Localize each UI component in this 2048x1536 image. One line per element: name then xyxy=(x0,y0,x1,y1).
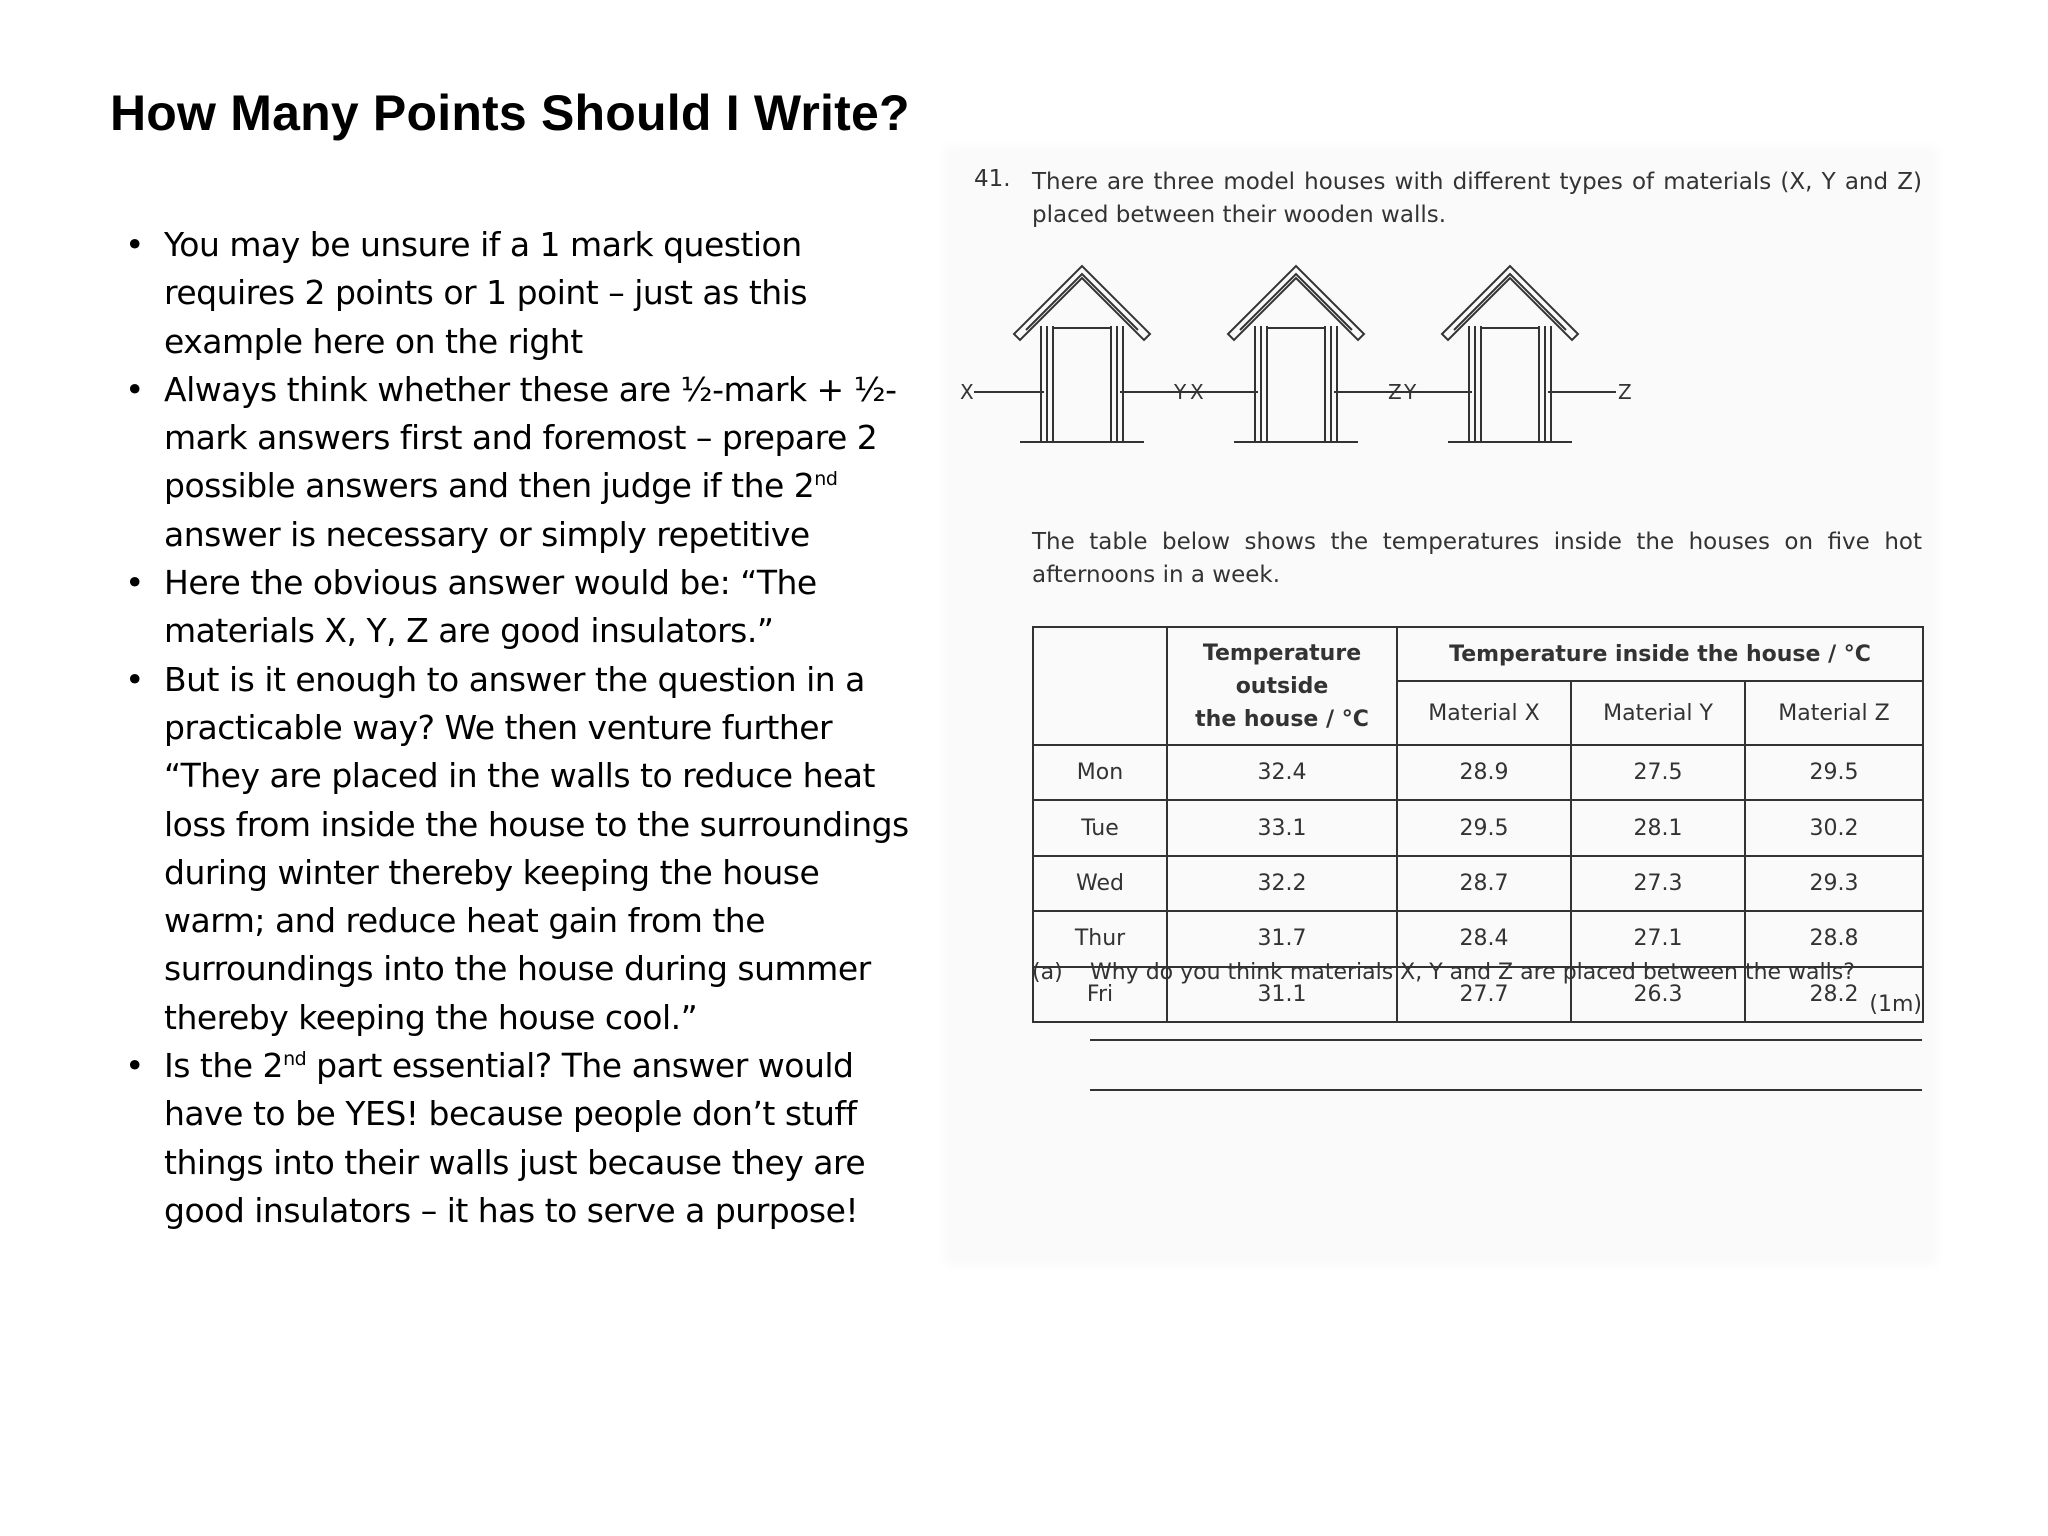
material-x-cell: 29.5 xyxy=(1397,800,1571,855)
table-intro-text: The table below shows the temperatures inside the houses on five hot afternoons in a week. xyxy=(1032,529,1922,588)
material-z-cell: 28.2 xyxy=(1745,967,1923,1022)
material-x-cell: 28.4 xyxy=(1397,911,1571,966)
bullet-item xyxy=(122,656,922,1042)
bullet-text: Is the 2 xyxy=(164,1046,284,1086)
bullet-text: But is it enough to answer the question in a practicable way? We then venture further “They are placed in the walls to reduce heat loss from inside the house to the surroundings during winter thereby keeping the house warm; and reduce heat gain from the surroundings into the house during summer thereby keeping the house cool.” xyxy=(164,659,909,1037)
question-text: There are three model houses with different types of materials (X, Y and Z) placed between their wooden walls. xyxy=(1032,169,1922,228)
material-z-cell: 29.5 xyxy=(1745,745,1923,800)
bullet-text: Always think whether these are ½-mark + ½-mark answers first and foremost – prepare 2 possible answers and then judge if the 2 xyxy=(164,369,897,506)
bullet-item xyxy=(122,221,922,366)
material-label: Y xyxy=(1404,380,1417,404)
material-x-cell: 27.7 xyxy=(1397,967,1571,1022)
material-y-cell: 28.1 xyxy=(1571,800,1745,855)
bullet-item xyxy=(122,366,922,559)
material-z-cell: 29.3 xyxy=(1745,856,1923,911)
outside-cell: 31.1 xyxy=(1167,967,1397,1022)
ordinal-suffix: nd xyxy=(814,468,838,491)
material-label: X xyxy=(960,380,974,404)
material-y-cell: 27.3 xyxy=(1571,856,1745,911)
bullet-dot: • xyxy=(125,369,144,409)
part-a-label: (a) xyxy=(1032,960,1063,985)
material-z-header: Material Z xyxy=(1745,681,1923,745)
material-label: X xyxy=(1190,380,1204,404)
ordinal-suffix: nd xyxy=(283,1048,307,1071)
inside-temp-header: Temperature inside the house / °C xyxy=(1397,627,1923,681)
day-cell: Mon xyxy=(1033,745,1167,800)
header-line: the house / °C xyxy=(1195,706,1369,732)
model-houses-diagram xyxy=(950,242,1932,572)
header-line: outside xyxy=(1235,673,1329,699)
exam-question-scan xyxy=(950,152,1932,1260)
bullet-text-cont: part essential? The answer would have to be YES! because people don’t stuff things into their walls just because they are good insulators – it has to serve a purpose! xyxy=(164,1046,866,1230)
outside-cell: 32.4 xyxy=(1167,745,1397,800)
day-cell: Thur xyxy=(1033,911,1167,966)
day-cell: Fri xyxy=(1033,967,1167,1022)
answer-line xyxy=(1090,1089,1922,1091)
material-z-cell: 28.8 xyxy=(1745,911,1923,966)
material-x-header: Material X xyxy=(1397,681,1571,745)
slide-title: How Many Points Should I Write? xyxy=(110,85,910,141)
outside-cell: 32.2 xyxy=(1167,856,1397,911)
part-a-marks: (1m) xyxy=(1869,992,1922,1017)
house-drawing xyxy=(960,266,1204,442)
material-label: Z xyxy=(1388,380,1402,404)
roof-inner-line xyxy=(1240,274,1352,330)
material-y-header: Material Y xyxy=(1571,681,1745,745)
bullet-text: You may be unsure if a 1 mark question requires 2 points or 1 point – just as this example here on the right xyxy=(164,225,808,361)
bullet-dot: • xyxy=(125,225,144,264)
material-y-cell: 27.1 xyxy=(1571,911,1745,966)
roof-inner-line xyxy=(1454,274,1566,330)
bullet-item xyxy=(122,1042,922,1235)
bullet-dot: • xyxy=(125,563,144,603)
material-z-cell: 30.2 xyxy=(1745,800,1923,855)
material-y-cell: 26.3 xyxy=(1571,967,1745,1022)
outside-cell: 31.7 xyxy=(1167,911,1397,966)
table-row xyxy=(1033,911,1923,966)
day-cell: Wed xyxy=(1033,856,1167,911)
outside-cell: 33.1 xyxy=(1167,800,1397,855)
empty-corner-cell xyxy=(1033,627,1167,745)
outside-temp-header xyxy=(1167,627,1397,745)
house-drawing xyxy=(1173,266,1417,442)
bullet-text: Here the obvious answer would be: “The materials X, Y, Z are good insulators.” xyxy=(164,563,817,651)
table-row xyxy=(1033,800,1923,855)
table-row xyxy=(1033,745,1923,800)
bullet-list xyxy=(122,221,922,1235)
material-y-cell: 27.5 xyxy=(1571,745,1745,800)
bullet-text-cont: answer is necessary or simply repetitive xyxy=(164,514,810,554)
answer-line xyxy=(1090,1039,1922,1041)
house-drawing xyxy=(1388,266,1632,442)
material-label: Z xyxy=(1618,380,1632,404)
material-x-cell: 28.7 xyxy=(1397,856,1571,911)
bullet-dot: • xyxy=(125,659,144,699)
roof-inner-line xyxy=(1026,274,1138,330)
part-a-question: Why do you think materials X, Y and Z are placed between the walls? xyxy=(1090,960,1855,985)
material-label: Y xyxy=(1174,380,1187,404)
material-x-cell: 28.9 xyxy=(1397,745,1571,800)
bullet-dot: • xyxy=(125,1046,144,1086)
bullet-item xyxy=(122,559,922,656)
table-row xyxy=(1033,856,1923,911)
day-cell: Tue xyxy=(1033,800,1167,855)
question-number: 41. xyxy=(974,166,1011,192)
header-line: Temperature xyxy=(1202,640,1362,666)
